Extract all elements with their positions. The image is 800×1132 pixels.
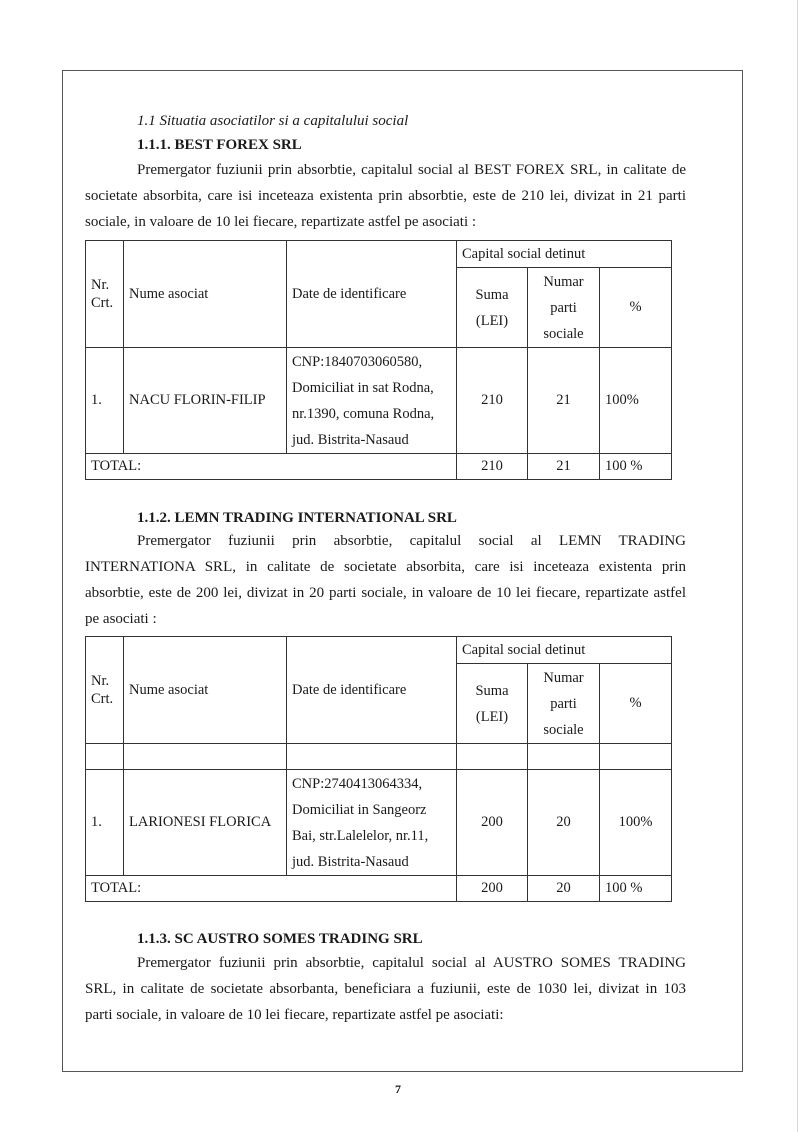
cell-nr: 1. bbox=[86, 348, 124, 454]
header-capital-social: Capital social detinut bbox=[457, 241, 672, 268]
ident-line: CNP:2740413064334, bbox=[292, 775, 423, 792]
paragraph-line: sociale, in valoare de 10 lei fiecare, repartizate astfel pe asociati : bbox=[85, 214, 477, 230]
cell-nr: 1. bbox=[86, 770, 124, 876]
capital-table-best-forex bbox=[85, 240, 672, 480]
header-nume-asociat: Nume asociat bbox=[124, 241, 287, 348]
scan-edge-line bbox=[797, 0, 798, 1132]
cell-nume: LARIONESI FLORICA bbox=[124, 770, 287, 876]
cell-procent: 100% bbox=[600, 348, 672, 454]
paragraph-line: societate absorbita, care isi inceteaza existenta prin absorbtie, este de 210 lei, divizat in 21 parti bbox=[85, 188, 686, 204]
paragraph-line: Premergator fuziunii prin absorbtie, capitalul social al AUSTRO SOMES TRADING bbox=[137, 955, 686, 971]
paragraph-line: absorbtie, este de 200 lei, divizat in 20 parti sociale, in valoare de 10 lei fiecare, repartizate astfel bbox=[85, 585, 686, 601]
total-numar: 20 bbox=[528, 876, 600, 902]
total-row bbox=[86, 876, 672, 902]
header-suma: Suma (LEI) bbox=[457, 268, 528, 348]
company-heading-lemn-trading: 1.1.2. LEMN TRADING INTERNATIONAL SRL bbox=[137, 510, 457, 526]
capital-table-lemn-trading bbox=[85, 636, 672, 902]
header-date-identificare: Date de identificare bbox=[287, 241, 457, 348]
header-nr-crt: Nr. Crt. bbox=[86, 637, 124, 744]
total-procent: 100 % bbox=[600, 876, 672, 902]
table-row bbox=[86, 770, 672, 876]
ident-line: jud. Bistrita-Nasaud bbox=[292, 431, 409, 448]
page-number: 7 bbox=[395, 1082, 401, 1096]
company-heading-austro-somes: 1.1.3. SC AUSTRO SOMES TRADING SRL bbox=[137, 931, 423, 947]
company-heading-best-forex: 1.1.1. BEST FOREX SRL bbox=[137, 137, 302, 153]
header-numar-parti: Numar parti sociale bbox=[528, 268, 600, 348]
header-numar-parti: Numar parti sociale bbox=[528, 664, 600, 744]
header-date-identificare: Date de identificare bbox=[287, 637, 457, 744]
header-nr-crt: Nr. Crt. bbox=[86, 241, 124, 348]
company-paragraph-austro-somes bbox=[85, 950, 686, 1028]
total-row bbox=[86, 454, 672, 480]
total-numar: 21 bbox=[528, 454, 600, 480]
header-nume-asociat: Nume asociat bbox=[124, 637, 287, 744]
empty-cell bbox=[86, 744, 124, 770]
ident-line: Domiciliat in sat Rodna, bbox=[292, 379, 434, 396]
header-procent: % bbox=[600, 268, 672, 348]
cell-numar: 21 bbox=[528, 348, 600, 454]
cell-suma: 200 bbox=[457, 770, 528, 876]
total-label: TOTAL: bbox=[86, 454, 457, 480]
paragraph-line: INTERNATIONA SRL, in calitate de societate absorbita, care isi inceteaza existenta prin bbox=[85, 559, 686, 575]
ident-line: jud. Bistrita-Nasaud bbox=[292, 853, 409, 870]
paragraph-line: Premergator fuziunii prin absorbtie, capitalul social al BEST FOREX SRL, in calitate de bbox=[137, 162, 686, 178]
empty-row bbox=[86, 744, 672, 770]
company-paragraph-lemn-trading bbox=[85, 528, 686, 632]
table-row bbox=[86, 348, 672, 454]
header-suma: Suma (LEI) bbox=[457, 664, 528, 744]
cell-procent: 100% bbox=[600, 770, 672, 876]
paragraph-line: pe asociati : bbox=[85, 611, 157, 627]
ident-line: nr.1390, comuna Rodna, bbox=[292, 405, 435, 422]
paragraph-line: SRL, in calitate de societate absorbanta, beneficiara a fuziunii, este de 1030 lei, divizat in 103 bbox=[85, 981, 686, 997]
total-suma: 210 bbox=[457, 454, 528, 480]
header-procent: % bbox=[600, 664, 672, 744]
cell-date-identificare bbox=[287, 770, 457, 876]
empty-cell bbox=[287, 744, 457, 770]
empty-cell bbox=[124, 744, 287, 770]
ident-line: Bai, str.Lalelelor, nr.11, bbox=[292, 827, 429, 844]
cell-numar: 20 bbox=[528, 770, 600, 876]
empty-cell bbox=[457, 744, 528, 770]
header-capital-social: Capital social detinut bbox=[457, 637, 672, 664]
total-procent: 100 % bbox=[600, 454, 672, 480]
empty-cell bbox=[600, 744, 672, 770]
section-title: 1.1 Situatia asociatilor si a capitalului social bbox=[137, 113, 409, 129]
paragraph-line: Premergator fuziunii prin absorbtie, capitalul social al LEMN TRADING bbox=[137, 533, 686, 549]
cell-nume: NACU FLORIN-FILIP bbox=[124, 348, 287, 454]
ident-line: CNP:1840703060580, bbox=[292, 353, 423, 370]
cell-date-identificare bbox=[287, 348, 457, 454]
ident-line: Domiciliat in Sangeorz bbox=[292, 801, 427, 818]
paragraph-line: parti sociale, in valoare de 10 lei fiecare, repartizate astfel pe asociati: bbox=[85, 1007, 504, 1023]
company-paragraph-best-forex bbox=[85, 157, 686, 235]
cell-suma: 210 bbox=[457, 348, 528, 454]
total-label: TOTAL: bbox=[86, 876, 457, 902]
empty-cell bbox=[528, 744, 600, 770]
total-suma: 200 bbox=[457, 876, 528, 902]
